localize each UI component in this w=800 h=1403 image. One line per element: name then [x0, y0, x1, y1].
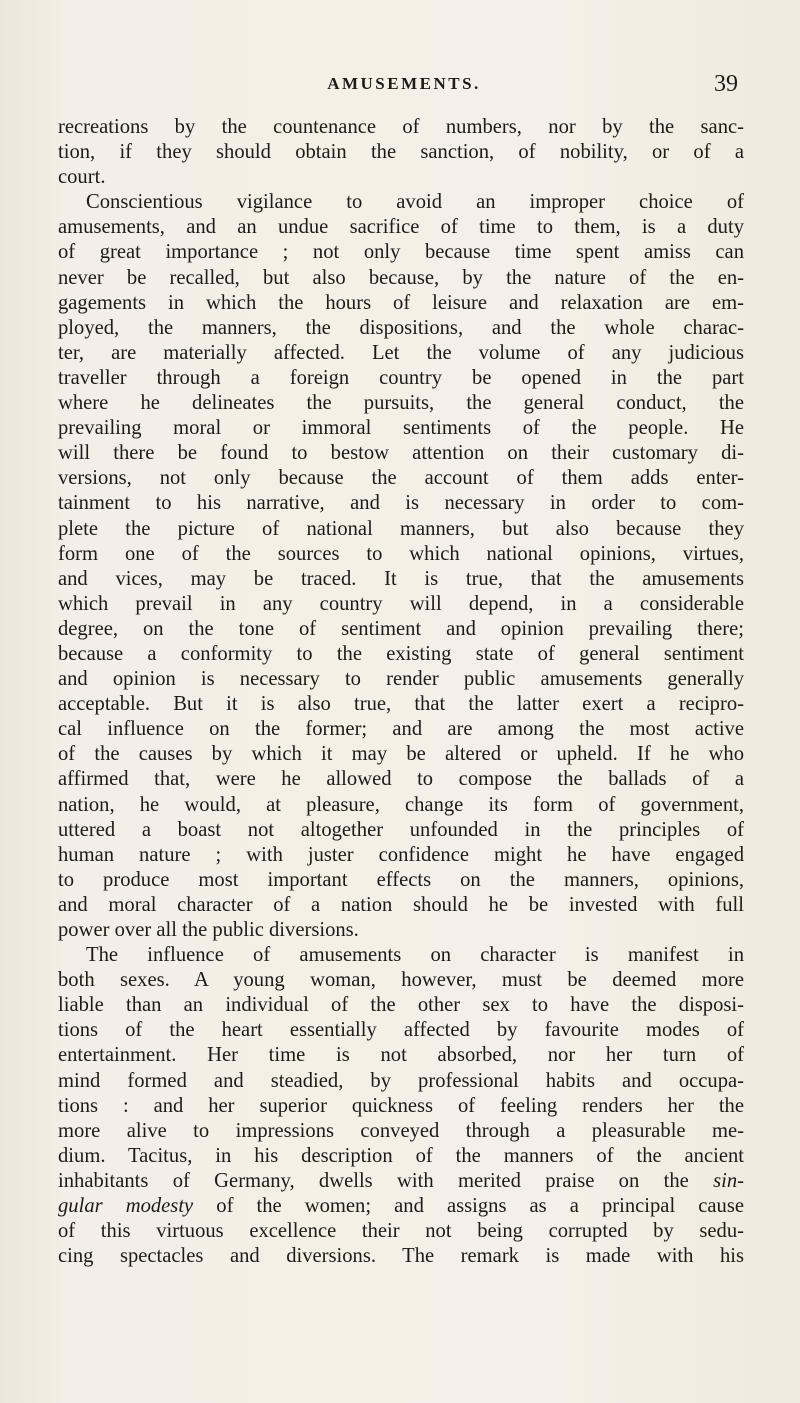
text-line: acceptable. But it is also true, that the latter exert a recipro-	[58, 693, 744, 716]
text-run: of the women; and assigns as a principal cause	[216, 1195, 744, 1218]
text-line: form one of the sources to which national opinions, virtues,	[58, 542, 744, 565]
text-line: cal influence on the former; and are among the most active	[58, 718, 744, 741]
text-line: mind formed and steadied, by professional habits and occupa-	[58, 1069, 744, 1092]
text-line: court.	[58, 166, 106, 189]
text-line: tion, if they should obtain the sanction, of nobility, or of a	[58, 141, 744, 164]
text-line: cing spectacles and diversions. The remark is made with his	[58, 1245, 744, 1268]
text-line: and opinion is necessary to render public amusements generally	[58, 668, 744, 691]
text-line: tainment to his narrative, and is necessary in order to com-	[58, 492, 744, 515]
text-line: affirmed that, were he allowed to compose the ballads of a	[58, 768, 744, 791]
text-line: more alive to impressions conveyed through a pleasurable me-	[58, 1119, 744, 1142]
text-line: recreations by the countenance of numbers, nor by the sanc-	[58, 116, 744, 138]
running-head: AMUSEMENTS.	[327, 74, 481, 93]
italic-text: sin-	[713, 1169, 744, 1192]
text-line: prevailing moral or immoral sentiments of the people. He	[58, 417, 744, 440]
text-line: will there be found to bestow attention on their customary di-	[58, 442, 744, 465]
text-line: entertainment. Her time is not absorbed, nor her turn of	[58, 1044, 744, 1067]
text-line: amusements, and an undue sacrifice of time to them, is a duty	[58, 216, 744, 239]
text-line	[58, 1194, 744, 1219]
text-line: both sexes. A young woman, however, must be deemed more	[58, 969, 744, 992]
text-line: ter, are materially affected. Let the volume of any judicious	[58, 341, 744, 364]
text-line: and moral character of a nation should he be invested with full	[58, 893, 744, 916]
text-line: uttered a boast not altogether unfounded in the principles of	[58, 818, 744, 841]
page-header	[68, 71, 740, 104]
text-line: which prevail in any country will depend, in a considerable	[58, 592, 744, 615]
text-line: tions of the heart essentially affected by favourite modes of	[58, 1019, 744, 1042]
text-line: dium. Tacitus, in his description of the manners of the ancient	[58, 1144, 744, 1167]
text-line: of this virtuous excellence their not being corrupted by sedu-	[58, 1220, 744, 1243]
text-run: inhabitants of Germany, dwells with merited praise on the	[58, 1169, 689, 1192]
text-line: of the causes by which it may be altered or upheld. If he who	[58, 743, 744, 766]
text-line: human nature ; with juster confidence might he have engaged	[58, 843, 744, 866]
text-line: tions : and her superior quickness of feeling renders her the	[58, 1094, 744, 1117]
text-line: Conscientious vigilance to avoid an improper choice of	[86, 191, 744, 214]
text-line: never be recalled, but also because, by the nature of the en-	[58, 266, 744, 289]
text-line	[58, 1169, 744, 1194]
text-line: gagements in which the hours of leisure and relaxation are em-	[58, 291, 744, 314]
text-line: to produce most important effects on the manners, opinions,	[58, 868, 744, 891]
text-line: liable than an individual of the other sex to have the disposi-	[58, 994, 744, 1017]
text-line: of great importance ; not only because time spent amiss can	[58, 241, 744, 264]
text-line: traveller through a foreign country be opened in the part	[58, 366, 744, 389]
body-text	[58, 115, 744, 1269]
text-line: versions, not only because the account of them adds enter-	[58, 467, 744, 490]
text-line: ployed, the manners, the dispositions, and the whole charac-	[58, 316, 744, 339]
text-line: where he delineates the pursuits, the general conduct, the	[58, 392, 744, 415]
text-line: because a conformity to the existing state of general sentiment	[58, 642, 744, 665]
italic-text: gular modesty	[58, 1195, 194, 1218]
text-line: plete the picture of national manners, but also because they	[58, 517, 744, 540]
text-line: power over all the public diversions.	[58, 919, 359, 941]
text-line: The influence of amusements on character is manifest in	[86, 944, 744, 967]
text-line: degree, on the tone of sentiment and opinion prevailing there;	[58, 617, 744, 640]
text-line: nation, he would, at pleasure, change its form of government,	[58, 793, 744, 816]
text-line: and vices, may be traced. It is true, that the amusements	[58, 567, 744, 590]
page-number: 39	[714, 71, 738, 97]
